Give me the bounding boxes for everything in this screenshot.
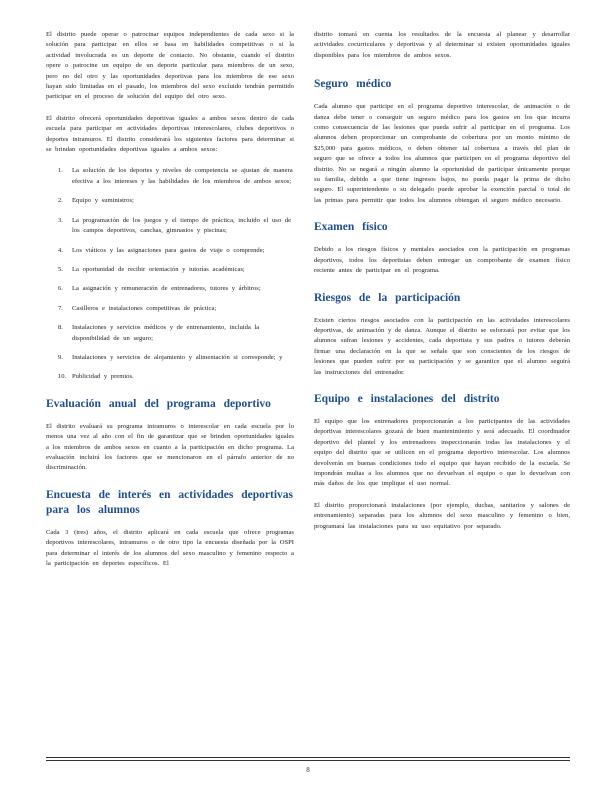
list-item bbox=[46, 353, 294, 363]
list-item bbox=[46, 304, 294, 314]
heading-annual-evaluation: Evaluación anual del programa deportivo bbox=[46, 397, 271, 410]
paragraph-separate-facilities: El distrito proporcionará instalaciones (por ejemplo, duchas, sanitarios y salones de entrenamiento) separadas para los alumnos del sexo masculino y femenino o bien, programará las instalaciones para su uso equitativo por separado. bbox=[314, 501, 570, 530]
footer-rule-top bbox=[46, 757, 570, 758]
list-text: Casilleros e instalaciones competitivas de práctica; bbox=[72, 304, 217, 312]
list-item bbox=[46, 323, 294, 344]
list-text: Los viáticos y las asignaciones para gastos de viaje o comprende; bbox=[72, 246, 265, 254]
right-column bbox=[314, 30, 570, 543]
list-item bbox=[46, 246, 294, 256]
list-number: 8. bbox=[58, 324, 63, 332]
left-column bbox=[46, 30, 294, 580]
paragraph-survey-continued: distrito tomará en cuenta los resultados de la encuesta al planear y desarrollar actividades cocurriculares y deportivas y al determinar si existen oportunidades iguales disponibles para los miembros de ambos sexos. bbox=[314, 31, 570, 59]
paragraph-participation-risks: Existen ciertos riesgos asociados con la participación en las actividades interescolares deportivas, de animación y de danza. Aunque el distrito se esforzará por evitar que los alumnos sufran lesiones y accidentes, cada deportista y sus padres o tutores deberán firmar una declaración en la que se señale que son conscientes de los riesgos de lesiones que pueden sufrir por su participación y se garantice que el alumno seguirá las instrucciones del entrenador. bbox=[314, 316, 570, 376]
footer-rule-bottom bbox=[46, 760, 570, 761]
list-number: 6. bbox=[58, 285, 63, 293]
paragraph-equipment-maintenance: El equipo que los entrenadores proporcionarán a los participantes de las actividades deportivas interescolares gozará de buen mantenimiento y será adecuado. El coordinador deportivo del plantel y los entrenadores inspeccionarán todas las instalaciones y el equipo del distrito que se utilicen en el programa deportivo interescolar. Los alumnos devolverán en buenas condiciones todo el equipo que hayan recibido de la escuela. Se impondrán multas a los alumnos que no devuelvan el equipo o que lo devuelvan con más daños de los que implique el uso normal. bbox=[314, 417, 570, 488]
list-text: Equipo y suministros; bbox=[72, 197, 134, 205]
paragraph-medical-insurance: Cada alumno que participe en el programa deportivo interescolar, de animación o de danza debe tener o conseguir un seguro médico para los gastos en los que incurra como consecuencia de las lesiones que pueda sufrir al participar en el programa. Los alumnos deben proporcionar un comprobante de cobertura por un monto mínimo de $25,000 para gastos médicos, o deben obtener tal cobertura a través del plan de seguro que se ofrece a todos los alumnos que participen en el programa deportivo del distrito. No se negará a ningún alumno la oportunidad de participar únicamente porque su familia, debido a que tiene ingresos bajos, no pueda pagar la prima de dicho seguro. El superintendente o su delegado puede aprobar la exención parcial o total de las primas para permitir que todos los alumnos obtengan el seguro médico necesario. bbox=[314, 103, 570, 204]
page-number: 8 bbox=[306, 766, 310, 774]
heading-medical-insurance: Seguro médico bbox=[314, 78, 392, 91]
paragraph-equal-opportunities: El distrito ofrecerá oportunidades deportivas iguales a ambos sexos dentro de cada escuela para participar en actividades deportivas interescolares, clubes deportivos o deportes intramuros. El distrito considerará los siguientes factores para determinar si se brindan oportunidades deportivas iguales a ambos sexos: bbox=[46, 114, 294, 154]
heading-participation-risks: Riesgos de la participación bbox=[314, 291, 461, 304]
list-number: 3. bbox=[58, 216, 63, 224]
list-number: 1. bbox=[58, 167, 63, 175]
heading-physical-exam: Examen físico bbox=[314, 221, 388, 234]
list-number: 4. bbox=[58, 246, 63, 254]
list-item bbox=[46, 265, 294, 275]
list-item bbox=[46, 284, 294, 294]
list-text: Instalaciones y servicios de alojamiento y alimentación si corresponde; y bbox=[72, 353, 283, 361]
factors-list bbox=[46, 166, 294, 382]
list-number: 10. bbox=[58, 373, 67, 381]
list-text: Publicidad y premios. bbox=[72, 373, 134, 381]
list-text: La oportunidad de recibir orientación y tutorías académicas; bbox=[72, 265, 245, 273]
paragraph-annual-evaluation: El distrito evaluará su programa intramuros o interescolar en cada escuela por lo menos una vez al año con el fin de garantizar que se brinden oportunidades iguales a los miembros de ambos sexos en cuanto a la participación en dicho programa. La evaluación incluirá los factores que se mencionaron en el párrafo anterior de no discriminación. bbox=[46, 422, 294, 472]
list-text: La programación de los juegos y el tiempo de práctica, incluido el uso de los campos deportivos, canchas, gimnasios y piscinas; bbox=[72, 216, 291, 235]
paragraph-separate-teams: El distrito puede operar o patrocinar equipos independientes de cada sexo si la solución para participar en ellos se basa en habilidades competitivas o si la actividad involucrada es un deporte de contacto. No obstante, cuando el distrito opere o patrocine un equipo de un deporte particular para miembros de un sexo, pero no del otro y las oportunidades deportivas para los miembros de ese sexo hayan sido limitadas en el pasado, los miembros del sexo excluido tendrán permitido participar en el proceso de solución del equipo del otro sexo. bbox=[46, 31, 294, 101]
heading-interest-survey: Encuesta de interés en actividades deportivas para los alumnos bbox=[46, 488, 294, 516]
list-number: 7. bbox=[58, 304, 63, 312]
list-text: La solución de los deportes y niveles de competencia se ajustan de manera efectiva a los intereses y las habilidades de los miembros de ambos sexos; bbox=[72, 167, 293, 185]
paragraph-physical-exam: Debido a los riesgos físicos y mentales asociados con la participación en programas deportivos, todos los deportistas deben entregar un comprobante de examen físico reciente antes de participar en el programa. bbox=[314, 246, 570, 275]
heading-district-equipment: Equipo e instalaciones del distrito bbox=[314, 392, 500, 405]
paragraph-interest-survey: Cada 3 (tres) años, el distrito aplicará en cada escuela que ofrece programas deportivos interescolares, intramuros o de otro tipo la encuesta diseñada por la OSPI para determinar el interés de los alumnos del sexo masculino y femenino respecto a la participación en deportes específicos. El bbox=[46, 528, 294, 567]
list-number: 2. bbox=[58, 197, 63, 205]
list-item bbox=[46, 166, 294, 187]
list-item bbox=[46, 216, 294, 237]
list-text: La asignación y remuneración de entrenadores, tutores y árbitros; bbox=[72, 285, 261, 293]
list-text: Instalaciones y servicios médicos y de entrenamiento, incluida la disponibilidad de un seguro; bbox=[72, 324, 260, 342]
list-item bbox=[46, 372, 294, 382]
list-number: 9. bbox=[58, 353, 63, 361]
list-item bbox=[46, 196, 294, 206]
list-number: 5. bbox=[58, 265, 63, 273]
